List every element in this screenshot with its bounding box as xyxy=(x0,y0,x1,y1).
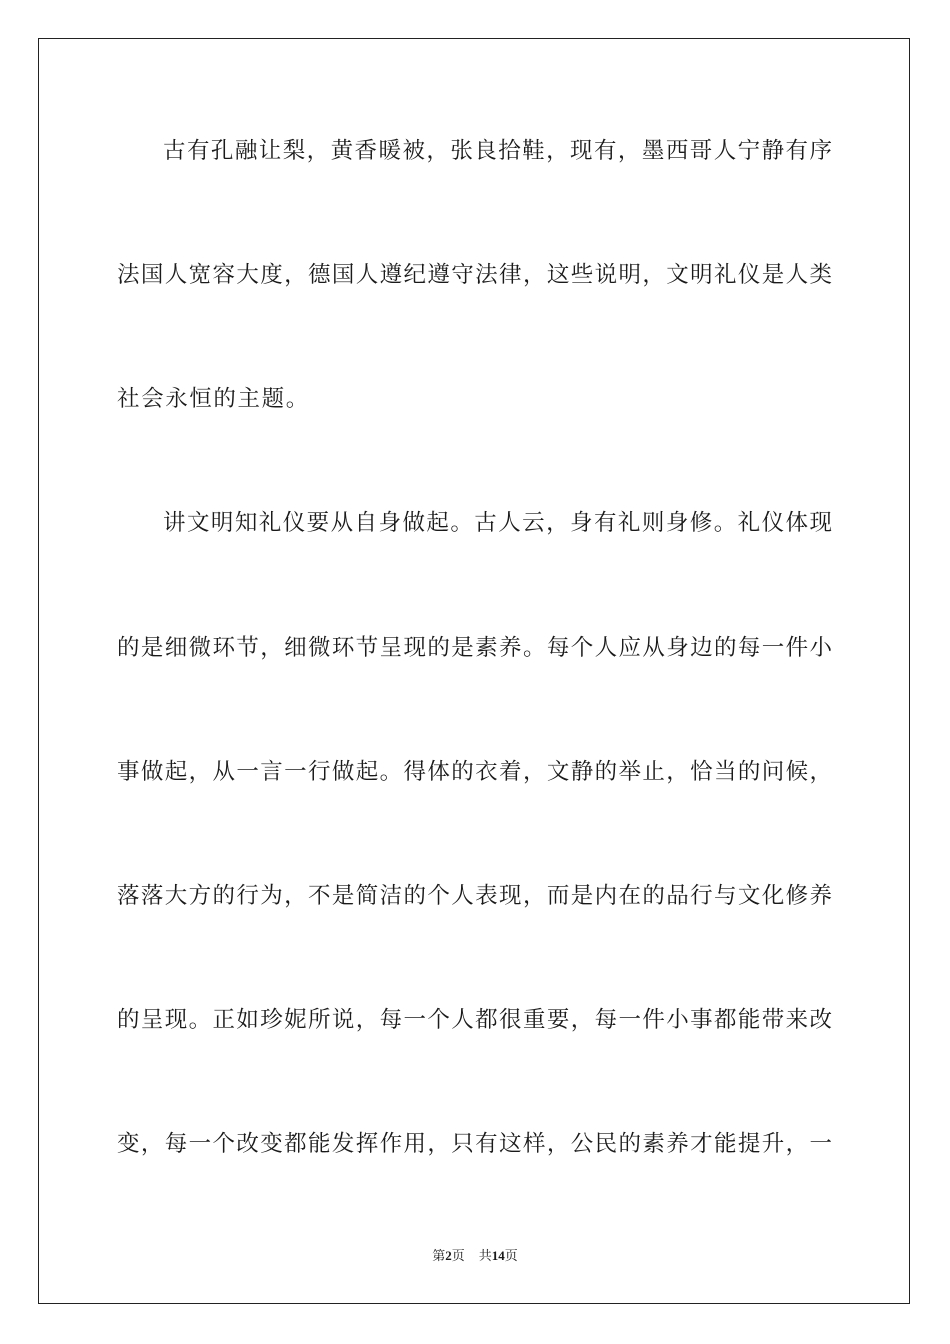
paragraph-line: 落落大方的行为，不是简洁的个人表现，而是内在的品行与文化修养 xyxy=(117,883,832,909)
paragraph-line: 的是细微环节，细微环节呈现的是素养。每个人应从身边的每一件小 xyxy=(117,635,832,661)
paragraph-line: 讲文明知礼仪要从自身做起。古人云，身有礼则身修。礼仪体现 xyxy=(163,510,832,536)
page-border xyxy=(38,38,910,1304)
paragraph-line: 变，每一个改变都能发挥作用，只有这样，公民的素养才能提升，一 xyxy=(117,1131,832,1157)
paragraph-line: 社会永恒的主题。 xyxy=(117,386,310,412)
footer-total-prefix: 共 xyxy=(478,1249,492,1264)
paragraph-line: 事做起，从一言一行做起。得体的衣着，文静的举止，恰当的问候， xyxy=(117,759,832,785)
footer-page-suffix: 页 xyxy=(451,1249,465,1264)
footer-total-suffix: 页 xyxy=(504,1249,518,1264)
footer-page-total: 14 xyxy=(491,1248,505,1263)
page-footer xyxy=(0,1245,950,1264)
paragraph-line: 法国人宽容大度，德国人遵纪遵守法律，这些说明，文明礼仪是人类 xyxy=(117,262,832,288)
footer-page-prefix: 第 xyxy=(432,1249,446,1264)
paragraph-line: 古有孔融让梨，黄香暖被，张良拾鞋，现有，墨西哥人宁静有序 xyxy=(163,138,832,164)
paragraph-line: 的呈现。正如珍妮所说，每一个人都很重要，每一件小事都能带来改 xyxy=(117,1007,832,1033)
footer-page-current: 2 xyxy=(445,1248,452,1263)
